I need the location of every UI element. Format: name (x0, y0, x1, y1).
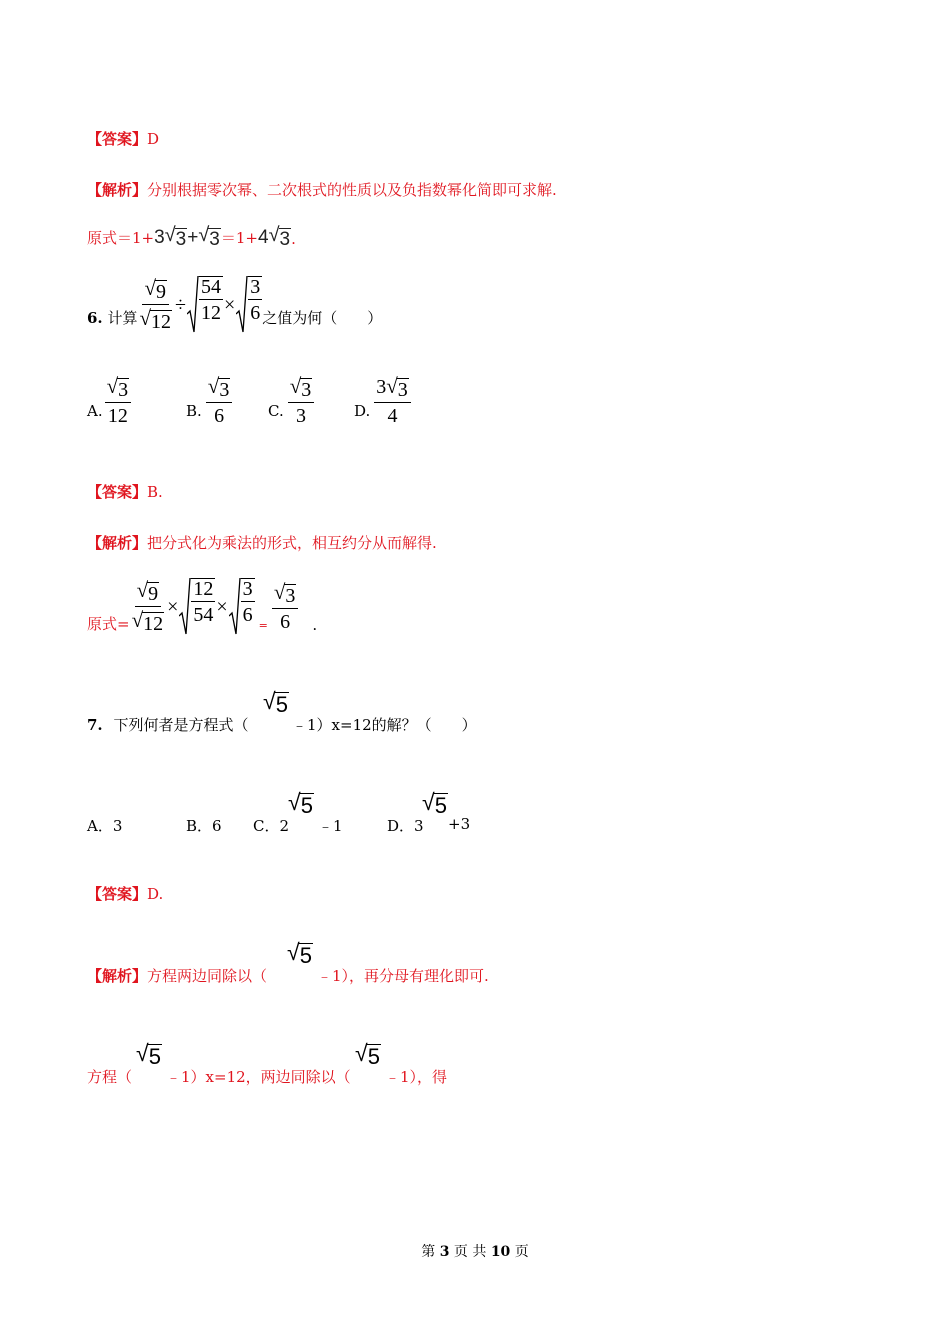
fraction: √ 9 √ 12 (139, 276, 171, 333)
radical-5: √ 5 (263, 688, 288, 717)
option-d[interactable]: D．3 (387, 817, 424, 835)
question-number: 7. (87, 716, 103, 734)
question-number: 6. (87, 309, 103, 327)
radical-fraction: $\frac{3}{6}$ (229, 578, 255, 636)
option-label: C. (268, 402, 284, 420)
option-b[interactable]: B．6 (186, 817, 222, 835)
question-6 (87, 276, 382, 334)
radical-5: √ 5 (355, 1040, 380, 1069)
times-sign: × (216, 595, 228, 618)
work-line: 方程（ (87, 1068, 133, 1086)
option-a[interactable] (87, 376, 131, 426)
option-c-tail: ﹣1 (318, 817, 343, 835)
radical-fraction: $\frac{54}{12}$ (187, 276, 223, 334)
times-sign: × (223, 293, 236, 316)
times-sign: × (167, 595, 179, 618)
radical-fraction: $\frac{12}{54}$ (179, 578, 215, 636)
answer-value: B. (147, 483, 163, 501)
radical-5: √ 5 (287, 939, 312, 968)
equals-sign: = (258, 619, 268, 632)
option-d-tail: +3 (448, 815, 471, 833)
work-prefix: 原式＝1+ (87, 229, 155, 247)
result-fraction: √ 3 6 (272, 582, 299, 632)
coef-4: 4 (258, 227, 269, 248)
option-label: A. (87, 402, 103, 420)
analysis-line (87, 179, 557, 200)
radical-5: √ 5 (422, 789, 447, 818)
question-stem: 下列何者是方程式（ (113, 716, 249, 734)
answer-tag: 【答案】 (87, 885, 148, 903)
option-fraction: √ 3 12 (105, 376, 132, 426)
work-line (87, 578, 317, 636)
answer-value: D (147, 130, 160, 148)
option-fraction: 3 √ 3 4 (374, 376, 411, 426)
work-eq: ＝1+ (220, 229, 258, 247)
question-lead: 计算 (107, 309, 138, 327)
answer-line (87, 481, 163, 502)
question-stem-tail: ﹣1）x=12的解？（ ） (292, 716, 477, 734)
option-c[interactable]: C．2 (253, 817, 290, 835)
work-prefix: 原式= (87, 615, 130, 633)
divide-sign: ÷ (175, 293, 186, 316)
page-footer: 第 3 页 共 10 页 (421, 1244, 529, 1260)
work-middle: ﹣1）x=12，两边同除以（ (166, 1068, 351, 1086)
answer-tag: 【答案】 (87, 130, 148, 148)
radical: √ 3 (164, 224, 187, 250)
math-expression (130, 578, 255, 636)
option-label: B. (186, 402, 202, 420)
radical-5: √ 5 (136, 1040, 161, 1069)
fraction: √ 9 √ 12 (131, 578, 164, 635)
analysis-tail: ﹣1），再分母有理化即可. (317, 967, 489, 985)
analysis-tag: 【解析】 (87, 534, 148, 552)
work-end: . (291, 230, 296, 248)
work-end: . (312, 616, 318, 634)
question-tail: 之值为何（ ） (262, 309, 383, 327)
option-fraction: √ 3 3 (288, 376, 315, 426)
plus-sign: + (187, 227, 199, 248)
analysis-text: 把分式化为乘法的形式，相互约分从而解得. (147, 534, 437, 552)
option-b[interactable] (186, 376, 232, 426)
radical-5: √ 5 (288, 789, 313, 818)
answer-tag: 【答案】 (87, 483, 148, 501)
option-label: D. (354, 402, 371, 420)
option-c[interactable] (268, 376, 314, 426)
work-tail: ﹣1），得 (385, 1068, 448, 1086)
page-total: 10 (490, 1244, 511, 1260)
option-a[interactable]: A．3 (87, 817, 123, 835)
math-expression (137, 276, 262, 334)
page-number: 3 (439, 1244, 450, 1260)
analysis-text: 分别根据零次幂、二次根式的性质以及负指数幂化简即可求解. (147, 181, 557, 199)
analysis-line (87, 965, 267, 986)
question-7 (87, 714, 248, 735)
radical: √ 3 (268, 224, 291, 250)
option-d[interactable] (354, 376, 411, 426)
answer-value: D. (147, 885, 164, 903)
analysis-tag: 【解析】 (87, 967, 148, 985)
work-line (87, 226, 296, 249)
analysis-line (87, 532, 437, 553)
radical-fraction: $\frac{3}{6}$ (236, 276, 262, 334)
analysis-text: 方程两边同除以（ (147, 967, 268, 985)
option-fraction: √ 3 6 (206, 376, 233, 426)
answer-line (87, 883, 163, 904)
coef-3: 3 (154, 227, 165, 248)
answer-line (87, 128, 159, 149)
analysis-tag: 【解析】 (87, 181, 148, 199)
radical: √ 3 (198, 224, 220, 250)
